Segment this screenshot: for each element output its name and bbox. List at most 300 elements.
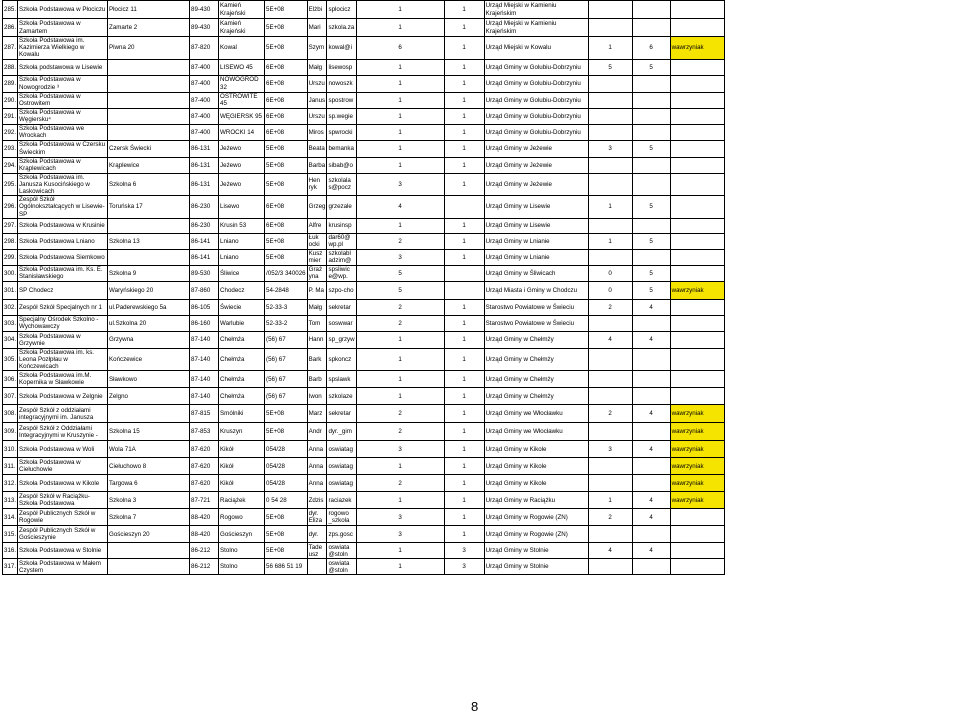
count-a: 1 [356,157,444,173]
email: spkoncz [327,348,356,371]
director: Łuk ocki [307,233,327,249]
count-a: 2 [356,475,444,492]
email: sp.wegie [327,108,356,124]
postal-code: 87-853 [190,423,219,441]
school-name: Szkoła Podstawowa im. ks. Leona Pozłpłau w Kończewicach [18,348,108,371]
count-a: 2 [356,233,444,249]
school-address: Krąplewice [108,157,190,173]
city: Chodecz [219,281,265,299]
table-row [3,388,725,405]
school-name: Zespół Publicznych Szkół w Rogowie [18,509,108,526]
school-name: Zespół Szkół w Raciążku- Szkoła Podstawowa [18,492,108,509]
email: spsliwic e@wp. [327,265,356,281]
count-y: 4 [632,405,670,423]
phone: 5E+08 [265,19,308,37]
table-row [3,475,725,492]
table-row [3,249,725,265]
email: rogowo _szkola [327,509,356,526]
row-number: 295. [3,173,18,196]
school-name: Szkoła Podstawowa im.M. Kopernika w Sławkowie [18,371,108,388]
count-b: 1 [444,75,484,92]
school-address: Szkolna 15 [108,423,190,441]
count-x: 4 [588,331,632,348]
director: Alfre [307,218,327,233]
count-x [588,173,632,196]
director: Urszu [307,75,327,92]
row-number: 317. [3,559,18,575]
page-number: 8 [471,699,479,714]
phone: 54-2848 [265,281,308,299]
postal-code: 86-230 [190,218,219,233]
phone: 6E+08 [265,59,308,75]
phone: 5E+08 [265,173,308,196]
city: Warlubie [219,315,265,331]
school-name: Szkoła Podstawowa w Stolnie [18,543,108,559]
email: oswiatag [327,475,356,492]
count-a: 2 [356,405,444,423]
director: dyr. [307,526,327,543]
school-address: Szkolna 9 [108,265,190,281]
director: Tade usz [307,543,327,559]
school-name: Szkoła Podstawowa w Węgiersku⁴ [18,108,108,124]
inspector [670,196,724,219]
school-name: Zespół Szkół z oddziałami integracyjnymi im. Janusza [18,405,108,423]
count-x: 5 [588,59,632,75]
school-name: SP Chodecz [18,281,108,299]
count-a: 1 [356,492,444,509]
count-a: 1 [356,543,444,559]
office: Urząd Miejski w Kamieniu Krajeńskim [484,19,588,37]
count-x [588,249,632,265]
director: Tom [307,315,327,331]
inspector: wawrzyniak [670,492,724,509]
table-row [3,218,725,233]
count-x [588,371,632,388]
city: WĘGIERSK 95 [219,108,265,124]
inspector [670,543,724,559]
inspector [670,173,724,196]
director: Andr [307,423,327,441]
postal-code: 86-212 [190,543,219,559]
count-a: 1 [356,348,444,371]
count-x [588,458,632,475]
city: Stolno [219,559,265,575]
email: dar60@ wp.pl [327,233,356,249]
count-b: 1 [444,405,484,423]
count-y: 5 [632,59,670,75]
office: Urząd Gminy w Jeżewie [484,173,588,196]
office: Urząd Gminy w Raciążku [484,492,588,509]
count-y [632,75,670,92]
count-y [632,249,670,265]
email: lisewosp [327,59,356,75]
city: Śliwice [219,265,265,281]
count-x: 2 [588,509,632,526]
city: Smólniki [219,405,265,423]
office: Urząd Gminy w Kikole [484,441,588,458]
school-address: Szkolna 3 [108,492,190,509]
office: Urząd Miejski w Kowalu [484,37,588,60]
email: sekretar [327,299,356,315]
school-name: Szkoła Podstawowa w Ciełuchowie [18,458,108,475]
count-y [632,475,670,492]
postal-code: 87-620 [190,458,219,475]
count-x: 2 [588,299,632,315]
count-y [632,371,670,388]
count-a: 1 [356,108,444,124]
phone: 56 686 51 19 [265,559,308,575]
inspector [670,509,724,526]
director: Barb [307,371,327,388]
phone: (56) 67 [265,371,308,388]
office: Starostwo Powiatowe w Świeciu [484,299,588,315]
phone: 5E+08 [265,543,308,559]
postal-code: 87-140 [190,348,219,371]
count-y [632,348,670,371]
school-address: Wola 71A [108,441,190,458]
count-x: 1 [588,492,632,509]
row-number: 305. [3,348,18,371]
phone: 054/28 [265,441,308,458]
phone: 5E+08 [265,423,308,441]
postal-code: 87-620 [190,441,219,458]
city: Kikół [219,441,265,458]
school-name: Szkoła Podstawowa w Ostrowitem [18,92,108,108]
phone: 5E+08 [265,405,308,423]
count-x [588,423,632,441]
count-a: 1 [356,19,444,37]
postal-code: 86-160 [190,315,219,331]
table-row [3,124,725,140]
school-address [108,59,190,75]
inspector: wawrzyniak [670,405,724,423]
phone: 6E+08 [265,75,308,92]
office: Urząd Gminy w Lnianie [484,233,588,249]
school-name: Szkoła Podstawowa we Wrockach [18,124,108,140]
count-a: 1 [356,331,444,348]
table-row [3,196,725,219]
city: Jeżewo [219,140,265,157]
postal-code: 87-860 [190,281,219,299]
count-b: 1 [444,1,484,19]
postal-code: 87-400 [190,92,219,108]
city: Świecie [219,299,265,315]
row-number: 293. [3,140,18,157]
table-row [3,331,725,348]
count-y: 4 [632,299,670,315]
phone: 054/28 [265,475,308,492]
count-x [588,75,632,92]
count-b: 1 [444,423,484,441]
count-y [632,526,670,543]
count-x: 1 [588,37,632,60]
count-y [632,315,670,331]
phone: 5E+08 [265,1,308,19]
director: Urszu [307,108,327,124]
table-row [3,1,725,19]
school-name: Szkoła Podstawowa im. Janusza Kusocińskiego w Laskowicach [18,173,108,196]
count-y [632,157,670,173]
school-name: Zespół Szkół z Oddziałami Integracyjnymi w Kruszynie - [18,423,108,441]
city: Kamień Krajeński [219,1,265,19]
count-x [588,1,632,19]
table-row [3,559,725,575]
school-address: Ciełuchowo 8 [108,458,190,475]
row-number: 310. [3,441,18,458]
director: Anna [307,475,327,492]
count-a: 1 [356,140,444,157]
inspector [670,265,724,281]
city: LISEWO 45 [219,59,265,75]
email: szkolabl adzim@ [327,249,356,265]
count-y: 4 [632,509,670,526]
school-name: Szkoła Podstawowa w Krąplewicach [18,157,108,173]
city: NOWOGRÓD 32 [219,75,265,92]
row-number: 315. [3,526,18,543]
row-number: 304. [3,331,18,348]
count-y [632,218,670,233]
director: Mari [307,19,327,37]
postal-code: 87-820 [190,37,219,60]
school-address: ul.Szkolna 20 [108,315,190,331]
inspector [670,75,724,92]
school-address: Szkolna 7 [108,509,190,526]
postal-code: 89-430 [190,19,219,37]
count-b [444,265,484,281]
inspector [670,331,724,348]
office: Urząd Gminy w Śliwicach [484,265,588,281]
count-b: 1 [444,59,484,75]
school-name: Szkoła Podstawowa w Małem Czystem [18,559,108,575]
postal-code: 88-420 [190,526,219,543]
count-b: 1 [444,37,484,60]
city: Gościeszyn [219,526,265,543]
postal-code: 89-430 [190,1,219,19]
table-row [3,19,725,37]
row-number: 308. [3,405,18,423]
count-y [632,559,670,575]
row-number: 313. [3,492,18,509]
count-x [588,348,632,371]
count-x [588,218,632,233]
row-number: 294. [3,157,18,173]
director: Szym [307,37,327,60]
inspector [670,526,724,543]
inspector [670,388,724,405]
row-number: 287. [3,37,18,60]
email: raciazek [327,492,356,509]
postal-code: 87-140 [190,388,219,405]
table-row [3,405,725,423]
inspector: wawrzyniak [670,458,724,475]
email: nowoszk [327,75,356,92]
phone: 6E+08 [265,92,308,108]
phone: 52-33-2 [265,315,308,331]
director: Iwon [307,388,327,405]
email: szkolala s@pocz [327,173,356,196]
count-b: 1 [444,92,484,108]
inspector [670,249,724,265]
inspector [670,233,724,249]
school-address: Waryńskiego 20 [108,281,190,299]
count-x [588,315,632,331]
inspector: wawrzyniak [670,37,724,60]
count-x [588,19,632,37]
email: kowal@i [327,37,356,60]
count-a: 1 [356,59,444,75]
count-b [444,281,484,299]
city: Chełmża [219,371,265,388]
count-a: 2 [356,299,444,315]
city: Stolno [219,543,265,559]
director: Bark [307,348,327,371]
director: Małg [307,299,327,315]
count-y [632,108,670,124]
email: oswiata @stoln [327,559,356,575]
school-name: Szkoła Podstawowa w Zelgnie [18,388,108,405]
count-b: 1 [444,233,484,249]
office: Urząd Gminy w Golubiu-Dobrzyniu [484,75,588,92]
office: Urząd Gminy w Lnianie [484,249,588,265]
row-number: 311. [3,458,18,475]
school-address [108,559,190,575]
phone: 6E+08 [265,124,308,140]
phone: (56) 67 [265,331,308,348]
count-a: 1 [356,559,444,575]
school-address: Kończewice [108,348,190,371]
count-b: 1 [444,475,484,492]
school-address [108,124,190,140]
count-y [632,92,670,108]
office: Urząd Gminy w Kikole [484,458,588,475]
office: Urząd Gminy w Chełmży [484,388,588,405]
school-address: Gościeszyn 20 [108,526,190,543]
director: Małg [307,59,327,75]
postal-code: 87-400 [190,124,219,140]
count-a: 3 [356,173,444,196]
table-row [3,108,725,124]
row-number: 297. [3,218,18,233]
school-name: Szkoła Podstawowa w Krusinie [18,218,108,233]
count-b: 1 [444,441,484,458]
postal-code: 86-230 [190,196,219,219]
row-number: 288. [3,59,18,75]
count-y [632,124,670,140]
school-address: Sławkowo [108,371,190,388]
row-number: 289. [3,75,18,92]
director: Zdzis [307,492,327,509]
inspector [670,218,724,233]
director [307,559,327,575]
postal-code: 88-420 [190,509,219,526]
row-number: 285. [3,1,18,19]
office: Urząd Gminy w Rogowie (ZN) [484,526,588,543]
phone: 6E+08 [265,108,308,124]
count-b: 1 [444,108,484,124]
school-name: Szkoła Podstawowa w Płociczu [18,1,108,19]
row-number: 299. [3,249,18,265]
table-row [3,75,725,92]
count-b: 1 [444,157,484,173]
count-a: 4 [356,196,444,219]
office: Urząd Gminy w Chełmży [484,331,588,348]
email: krusinsp [327,218,356,233]
office: Urząd Miasta i Gminy w Chodczu [484,281,588,299]
school-address [108,249,190,265]
postal-code: 86-141 [190,233,219,249]
count-y: 5 [632,140,670,157]
count-y: 5 [632,265,670,281]
school-address [108,92,190,108]
email: szkolaze [327,388,356,405]
inspector [670,299,724,315]
table-row [3,315,725,331]
inspector [670,559,724,575]
office: Urząd Gminy w Chełmży [484,348,588,371]
table-row [3,140,725,157]
count-a: 1 [356,124,444,140]
phone: (56) 67 [265,348,308,371]
school-address: Targowa 6 [108,475,190,492]
school-name: Szkoła Podstawowa w Kikole [18,475,108,492]
phone: 5E+08 [265,249,308,265]
count-x: 1 [588,233,632,249]
row-number: 303. [3,315,18,331]
director: Marz [307,405,327,423]
director: Kusz mier [307,249,327,265]
count-a: 2 [356,423,444,441]
row-number: 291. [3,108,18,124]
row-number: 307. [3,388,18,405]
postal-code: 86-141 [190,249,219,265]
phone: /052/3 340026 [265,265,308,281]
email: szpo-cho [327,281,356,299]
office: Urząd Gminy w Golubiu-Dobrzyniu [484,108,588,124]
office: Urząd Gminy w Golubiu-Dobrzyniu [484,92,588,108]
row-number: 290. [3,92,18,108]
count-b: 1 [444,140,484,157]
director: Anna [307,441,327,458]
count-b: 3 [444,543,484,559]
row-number: 298. [3,233,18,249]
city: Lniano [219,249,265,265]
count-y: 6 [632,37,670,60]
postal-code: 87-400 [190,108,219,124]
school-address: Zamarte 2 [108,19,190,37]
school-address [108,218,190,233]
school-name: Szkoła Podstawowa Siemkowo [18,249,108,265]
table-row [3,423,725,441]
school-name: Szkoła Podstawowa w Nowogrodzie ³ [18,75,108,92]
count-a: 3 [356,249,444,265]
email: splocicz [327,1,356,19]
city: Jeżewo [219,173,265,196]
city: Kikół [219,475,265,492]
email: grzezale [327,196,356,219]
office: Urząd Gminy w Jeżewie [484,140,588,157]
school-name: Szkoła Podstawowa w Woli [18,441,108,458]
count-b: 1 [444,315,484,331]
table-row [3,441,725,458]
table-row [3,458,725,475]
city: Jeżewo [219,157,265,173]
count-y [632,423,670,441]
phone: 52-33-3 [265,299,308,315]
inspector: wawrzyniak [670,281,724,299]
city: Chełmża [219,348,265,371]
office: Urząd Miejski w Kamieniu Krajeńskim [484,1,588,19]
table-row [3,348,725,371]
